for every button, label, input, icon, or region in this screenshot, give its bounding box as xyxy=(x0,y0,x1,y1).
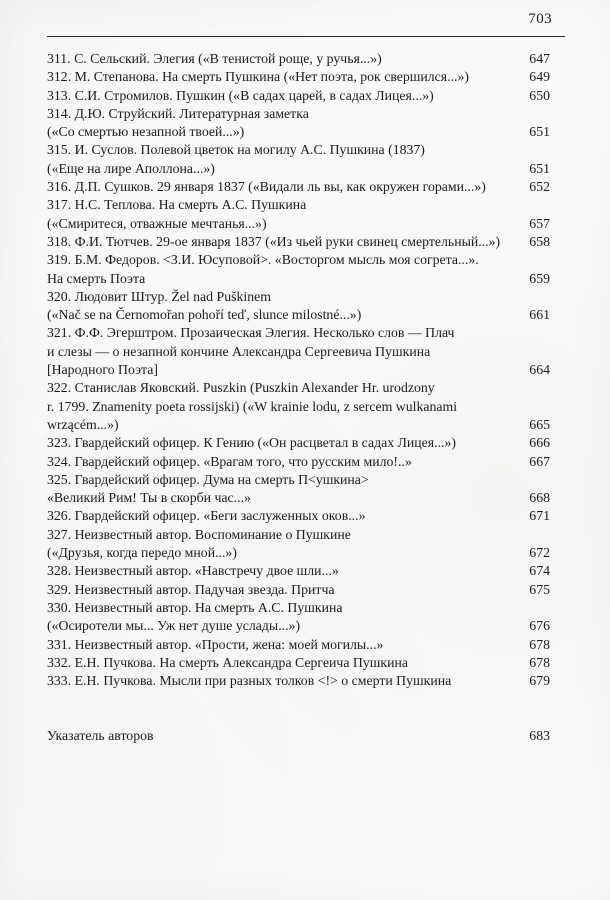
toc-line xyxy=(47,398,565,416)
toc-line xyxy=(47,526,565,544)
toc-line xyxy=(47,233,565,251)
toc-entry xyxy=(47,654,565,672)
toc-line xyxy=(47,617,565,635)
toc-entry-text: 318. Ф.И. Тютчев. 29-ое января 1837 («Из чьей руки свинец смертельный...») xyxy=(47,233,501,249)
toc-entry-page: 647 xyxy=(529,51,550,66)
toc-entry-text: («Nač se na Černomořan pohoří teď, slunce milostné...») xyxy=(47,307,362,323)
toc-line xyxy=(47,123,565,141)
toc-entry-page: 668 xyxy=(529,490,550,506)
toc-entry-page: 658 xyxy=(529,233,550,249)
toc-line xyxy=(47,581,565,599)
toc-entry-text: («Еще на лире Аполлона...») xyxy=(47,160,215,176)
toc-line xyxy=(47,453,565,471)
toc-line xyxy=(47,215,565,233)
toc-entry-page: 665 xyxy=(529,416,550,432)
toc-entry xyxy=(47,507,565,525)
toc-entry xyxy=(47,434,565,452)
toc-entry-page: 649 xyxy=(529,69,550,85)
toc-entry xyxy=(47,178,565,196)
toc-entry-page: 675 xyxy=(529,581,550,597)
toc-line xyxy=(47,361,565,379)
toc-line xyxy=(47,544,565,562)
toc-entry xyxy=(47,141,565,178)
toc-line xyxy=(47,672,565,690)
toc-entry-text: и слезы — о незапной кончине Александра Сергеевича Пушкина xyxy=(47,343,431,359)
toc-entry-text: 320. Людовит Штур. Žel nad Puškinem xyxy=(47,288,271,304)
toc-line xyxy=(47,141,565,159)
toc-entry xyxy=(47,288,565,325)
toc-entry-text: 317. Н.С. Теплова. На смерть А.С. Пушкина xyxy=(47,197,307,213)
toc-entry-text: 333. Е.Н. Пучкова. Мысли при разных толков <!> о смерти Пушкина xyxy=(47,673,452,689)
toc-line xyxy=(47,50,565,68)
toc-entry-text: («Друзья, когда передо мной...») xyxy=(47,545,237,561)
toc-entry-text: 316. Д.П. Сушков. 29 января 1837 («Видали ль вы, как окружен горами...») xyxy=(47,179,486,195)
page-number: 703 xyxy=(528,11,552,27)
toc-entry-text: 313. С.И. Стромилов. Пушкин («В садах царей, в садах Лицея...») xyxy=(47,87,434,103)
toc-entry-text: r. 1799. Znamenity poeta rossijski) («W krainie lodu, z sercem wulkanami xyxy=(47,398,458,414)
toc-entry xyxy=(47,526,565,563)
toc-entry-text: 325. Гвардейский офицер. Дума на смерть П<ушкина> xyxy=(47,471,369,487)
toc-entry-page: 651 xyxy=(529,160,550,176)
toc-entry xyxy=(47,379,565,434)
toc-entry-text: 311. С. Сельский. Элегия («В тенистой роще, у ручья...») xyxy=(47,51,382,66)
toc-entry-text: («Смиритеся, отважные мечтанья...») xyxy=(47,215,267,231)
page-header xyxy=(47,8,565,37)
toc-entry xyxy=(47,68,565,86)
toc-entry-text: 322. Станислав Яковский. Puszkin (Puszkin Alexander Hr. urodzony xyxy=(47,380,435,396)
index-entry xyxy=(47,727,565,745)
toc-line xyxy=(47,178,565,196)
toc-line xyxy=(47,68,565,86)
toc-entry-text: 314. Д.Ю. Струйский. Литературная заметка xyxy=(47,105,309,121)
toc-entry-text: 332. Е.Н. Пучкова. На смерть Александра Сергеича Пушкина xyxy=(47,654,408,670)
index-label: Указатель авторов xyxy=(47,728,154,744)
toc-entry-text: 329. Неизвестный автор. Падучая звезда. Притча xyxy=(47,581,335,597)
toc-entry-page: 676 xyxy=(529,618,550,634)
toc-entry-text: 330. Неизвестный автор. На смерть А.С. Пушкина xyxy=(47,599,343,615)
toc-entry xyxy=(47,672,565,690)
toc-entry-page: 650 xyxy=(529,87,550,103)
toc-entry-page: 674 xyxy=(529,563,550,579)
toc-entry-page: 664 xyxy=(529,362,550,378)
toc-entry-text: 323. Гвардейский офицер. К Гению («Он расцветал в садах Лицея...») xyxy=(47,435,456,451)
toc-line xyxy=(47,434,565,452)
toc-entry xyxy=(47,562,565,580)
toc-entry xyxy=(47,196,565,233)
index-page: 683 xyxy=(529,728,550,744)
toc-entry-page: 659 xyxy=(529,270,550,286)
toc-entry-page: 678 xyxy=(529,654,550,670)
toc-entry-text: 331. Неизвестный автор. «Прости, жена: моей могилы...» xyxy=(47,636,384,652)
toc-entry-text: wrzącém...») xyxy=(47,416,119,432)
toc-line xyxy=(47,636,565,654)
toc-line xyxy=(47,471,565,489)
toc-line xyxy=(47,507,565,525)
toc-entry-text: «Великий Рим! Ты в скорби час...» xyxy=(47,490,251,506)
toc-line xyxy=(47,306,565,324)
toc-entry-text: 321. Ф.Ф. Эгерштром. Прозаическая Элегия. Несколько слов — Плач xyxy=(47,325,455,341)
toc-entry-page: 652 xyxy=(529,179,550,195)
toc-entry-page: 679 xyxy=(529,673,550,689)
toc-line xyxy=(47,270,565,288)
toc-entry xyxy=(47,453,565,471)
toc-line xyxy=(47,343,565,361)
toc-entry-text: 328. Неизвестный автор. «Навстречу двое шли...» xyxy=(47,563,339,579)
toc-line xyxy=(47,599,565,617)
toc-entry xyxy=(47,636,565,654)
toc-line xyxy=(47,324,565,342)
toc-entry-page: 672 xyxy=(529,545,550,561)
toc-entry-text: 315. И. Суслов. Полевой цветок на могилу А.С. Пушкина (1837) xyxy=(47,142,425,158)
toc-entry-page: 667 xyxy=(529,453,550,469)
toc-entry-text: («Со смертью незапной твоей...») xyxy=(47,124,245,140)
toc-entry-page: 657 xyxy=(529,215,550,231)
toc-entry xyxy=(47,105,565,142)
toc-entry-text: [Народного Поэта] xyxy=(47,362,158,378)
toc-line xyxy=(47,562,565,580)
toc-line xyxy=(47,196,565,214)
toc-entry-text: 319. Б.М. Федоров. <З.И. Юсуповой>. «Восторгом мысль моя согрета...». xyxy=(47,252,479,268)
toc-line xyxy=(47,654,565,672)
toc-entry-text: («Осиротели мы... Уж нет душе услады...») xyxy=(47,618,301,634)
toc-entry xyxy=(47,50,565,68)
toc-entry-page: 666 xyxy=(529,435,550,451)
toc-line xyxy=(47,105,565,123)
toc-line xyxy=(47,288,565,306)
toc-entry xyxy=(47,471,565,508)
toc-line xyxy=(47,87,565,105)
toc-line xyxy=(47,160,565,178)
toc-entry xyxy=(47,251,565,288)
toc-entry xyxy=(47,581,565,599)
toc-entry-page: 661 xyxy=(529,307,550,323)
toc-line xyxy=(47,489,565,507)
toc-entry-text: 312. М. Степанова. На смерть Пушкина («Нет поэта, рок свершился...») xyxy=(47,69,469,85)
toc-entry-page: 671 xyxy=(529,508,550,524)
toc-entry-text: На смерть Поэта xyxy=(47,270,146,286)
toc-entry xyxy=(47,599,565,636)
toc-entry-page: 651 xyxy=(529,124,550,140)
toc-line xyxy=(47,251,565,269)
toc-entry xyxy=(47,87,565,105)
toc-entry xyxy=(47,324,565,379)
toc-entry-text: 324. Гвардейский офицер. «Врагам того, что русским мило!..» xyxy=(47,453,412,469)
toc-entry xyxy=(47,233,565,251)
toc-entries xyxy=(47,37,565,690)
toc-line xyxy=(47,416,565,434)
toc-entry-page: 678 xyxy=(529,636,550,652)
toc-entry-text: 326. Гвардейский офицер. «Беги заслуженных оков...» xyxy=(47,508,366,524)
toc-line xyxy=(47,379,565,397)
toc-entry-text: 327. Неизвестный автор. Воспоминание о Пушкине xyxy=(47,526,351,542)
